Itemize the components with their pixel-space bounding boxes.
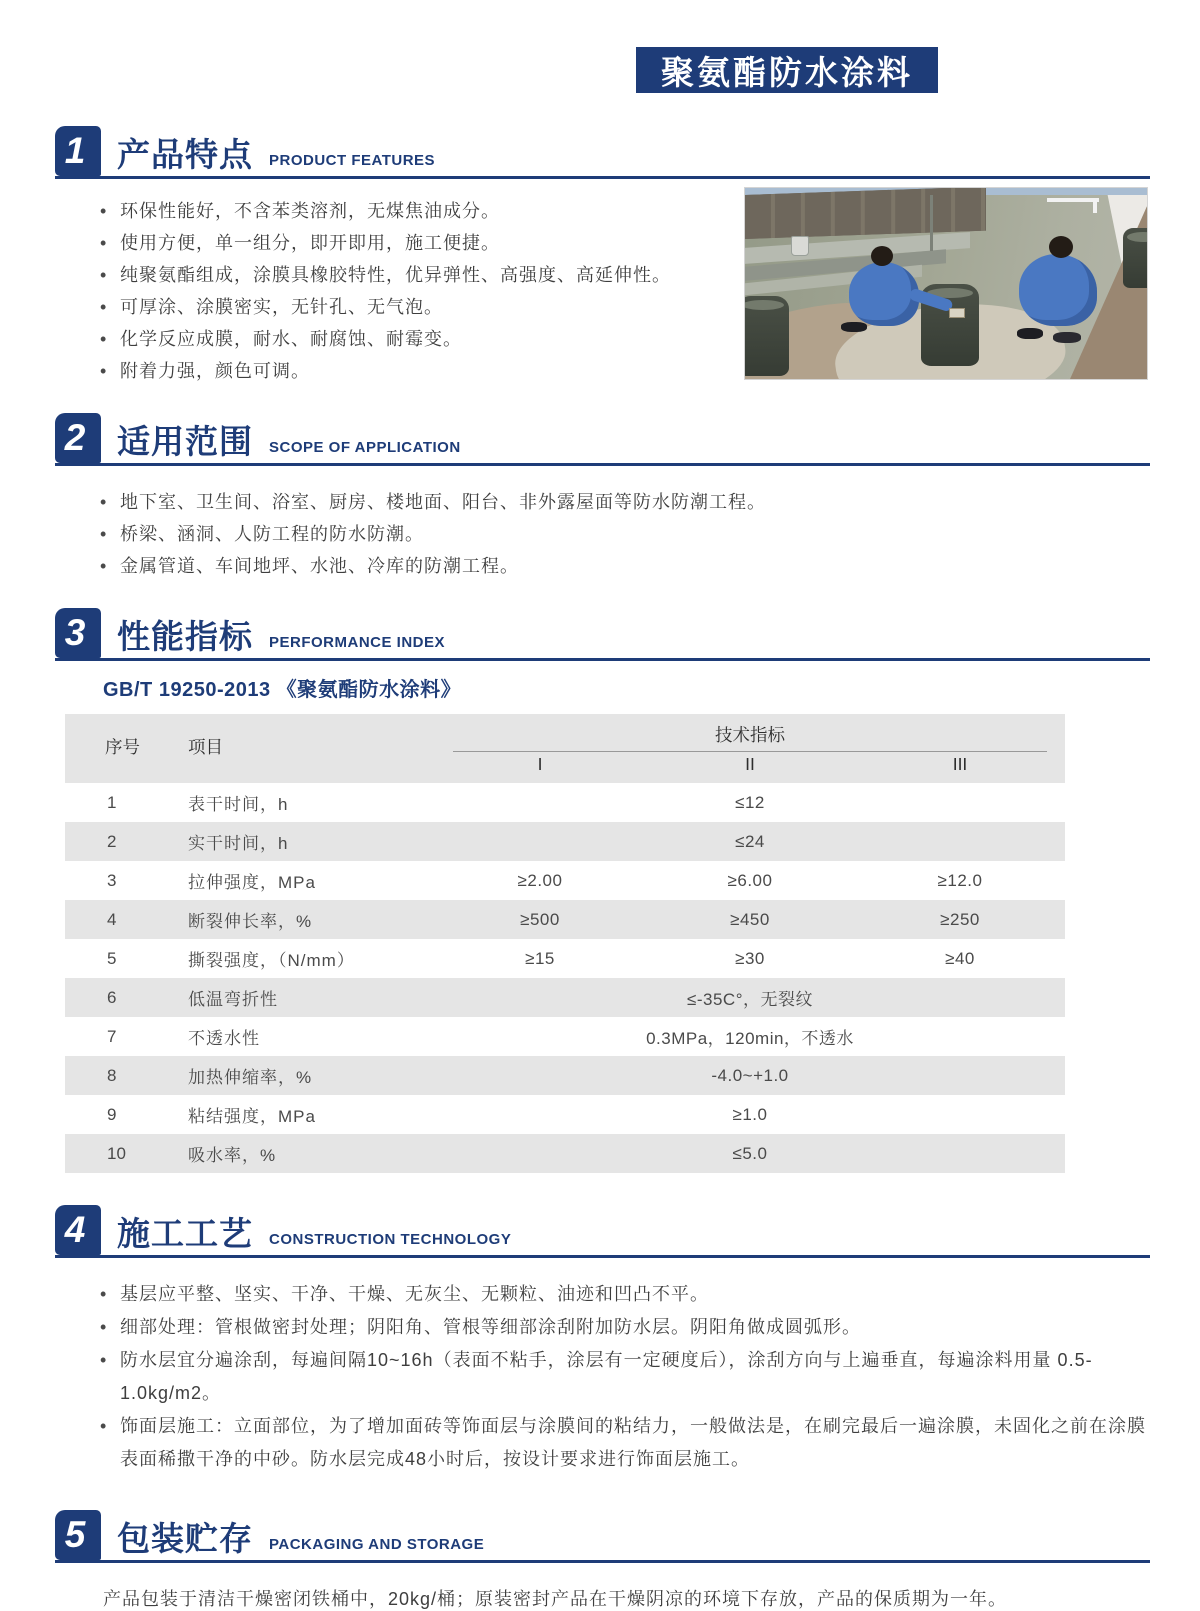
table-cell: 3	[107, 870, 117, 890]
bullet-item: • 防水层宜分遍涂刮，每遍间隔10~16h（表面不粘手，涂层有一定硬度后），涂刮方向与上遍垂直，每遍涂料用量 0.5-1.0kg/m2。	[100, 1344, 1150, 1410]
table-row	[65, 1095, 1065, 1134]
bullet-item: • 细部处理：管根做密封处理；阴阳角、管根等细部涂刮附加防水层。阴阳角做成圆弧形。	[100, 1311, 1150, 1344]
table-cell: 表干时间，h	[188, 795, 289, 814]
table-cell: 4	[107, 909, 117, 929]
features-bullet-list	[100, 195, 744, 387]
bullet-item: • 附着力强，颜色可调。	[100, 355, 744, 387]
photo-railing	[1047, 198, 1099, 202]
table-cell: 8	[107, 1065, 117, 1085]
table-cell: 吸水率，%	[188, 1146, 277, 1165]
section-title: 适用范围	[117, 423, 253, 460]
table-cell: 撕裂强度，（N/mm）	[188, 951, 355, 970]
grade-col-1: I	[435, 752, 645, 783]
photo-worker-left	[833, 246, 953, 356]
table-cell: 拉伸强度，MPa	[188, 873, 316, 892]
table-cell: 粘结强度，MPa	[188, 1107, 316, 1126]
packaging-text: 产品包装于清洁干燥密闭铁桶中，20kg/桶；原装密封产品在干燥阴凉的环境下存放，产品的保质期为一年。	[103, 1589, 1008, 1609]
table-cell: ≥15	[525, 948, 555, 968]
table-header-item: 项目	[160, 714, 435, 783]
tech-index-label: 技术指标	[715, 725, 785, 745]
grade-col-3: III	[855, 752, 1065, 783]
table-cell: ≥250	[940, 909, 980, 929]
table-row	[65, 939, 1065, 978]
section-number-badge: 1	[55, 126, 101, 176]
standard-reference: GB/T 19250-2013 《聚氨酯防水涂料》	[103, 679, 462, 701]
table-cell: ≥6.00	[727, 870, 773, 890]
bullet-item: • 化学反应成膜，耐水、耐腐蚀、耐霉变。	[100, 323, 744, 355]
table-cell: ≤-35C°，无裂纹	[687, 990, 813, 1009]
section-subtitle: PRODUCT FEATURES	[269, 152, 436, 169]
bullet-item: • 使用方便，单一组分，即开即用，施工便捷。	[100, 227, 744, 259]
table-row	[65, 1056, 1065, 1095]
bullet-item: • 地下室、卫生间、浴室、厨房、楼地面、阳台、非外露屋面等防水防潮工程。	[100, 486, 1150, 518]
photo-paint-bucket	[791, 236, 809, 256]
table-cell: -4.0~+1.0	[711, 1065, 789, 1085]
table-cell: 断裂伸长率，%	[188, 912, 313, 931]
section-number-badge: 5	[55, 1510, 101, 1560]
product-photo	[744, 187, 1148, 380]
section-header	[55, 413, 1150, 466]
table-row	[65, 861, 1065, 900]
section-subtitle: PACKAGING AND STORAGE	[269, 1536, 485, 1553]
table-cell: ≥40	[945, 948, 975, 968]
section-subtitle: SCOPE OF APPLICATION	[269, 439, 461, 456]
table-cell: 低温弯折性	[188, 990, 278, 1009]
section-subtitle: PERFORMANCE INDEX	[269, 634, 446, 651]
grade-col-2: II	[645, 752, 855, 783]
table-cell: 2	[107, 831, 117, 851]
construction-bullet-list	[100, 1278, 1150, 1476]
table-cell: ≤5.0	[732, 1143, 768, 1163]
table-cell: 10	[107, 1143, 126, 1163]
table-cell: 不透水性	[188, 1029, 260, 1048]
section-title: 包装贮存	[117, 1520, 253, 1557]
bullet-item: • 基层应平整、坚实、干净、干燥、无灰尘、无颗粒、油迹和凹凸不平。	[100, 1278, 1150, 1311]
section-subtitle: CONSTRUCTION TECHNOLOGY	[269, 1231, 512, 1248]
photo-stone-wall	[745, 187, 986, 239]
section-header	[55, 608, 1150, 661]
table-row	[65, 783, 1065, 822]
section-number-badge: 2	[55, 413, 101, 463]
table-cell: ≥2.00	[517, 870, 563, 890]
table-row	[65, 900, 1065, 939]
section-title: 施工工艺	[117, 1215, 253, 1252]
table-cell: ≥500	[520, 909, 560, 929]
section-performance	[55, 608, 1150, 1173]
section-header	[55, 1205, 1150, 1258]
table-cell: ≥30	[735, 948, 765, 968]
table-cell: 实干时间，h	[188, 834, 289, 853]
photo-worker-right	[997, 236, 1117, 356]
table-cell: 0.3MPa，120min，不透水	[646, 1029, 854, 1048]
table-cell: 1	[107, 792, 117, 812]
photo-barrel	[744, 296, 789, 376]
section-title: 性能指标	[117, 618, 253, 655]
section-header	[55, 126, 1150, 179]
product-title-banner: 聚氨酯防水涂料	[636, 47, 938, 93]
bullet-item: • 饰面层施工：立面部位，为了增加面砖等饰面层与涂膜间的粘结力，一般做法是，在刷完最后一遍涂膜，未固化之前在涂膜表面稀撒干净的中砂。防水层完成48小时后，按设计要求进行饰面层施工。	[100, 1410, 1150, 1476]
bullet-item: • 可厚涂、涂膜密实，无针孔、无气泡。	[100, 291, 744, 323]
table-cell: ≤12	[735, 792, 765, 812]
table-cell: 6	[107, 987, 117, 1007]
table-cell: ≥12.0	[937, 870, 983, 890]
section-number-badge: 3	[55, 608, 101, 658]
bullet-item: • 环保性能好，不含苯类溶剂，无煤焦油成分。	[100, 195, 744, 227]
section-title: 产品特点	[117, 136, 253, 173]
table-row	[65, 1134, 1065, 1173]
table-row	[65, 822, 1065, 861]
scope-bullet-list	[100, 486, 1150, 582]
table-cell: 5	[107, 948, 117, 968]
section-construction	[55, 1205, 1150, 1476]
table-cell: 7	[107, 1026, 117, 1046]
section-number-badge: 4	[55, 1205, 101, 1255]
section-packaging	[55, 1510, 1150, 1611]
table-header-no: 序号	[65, 714, 160, 783]
photo-pole	[930, 195, 933, 251]
bullet-item: • 桥梁、涵洞、人防工程的防水防潮。	[100, 518, 1150, 550]
section-scope	[55, 413, 1150, 582]
table-row	[65, 1017, 1065, 1056]
bullet-item: • 金属管道、车间地坪、水池、冷库的防潮工程。	[100, 550, 1150, 582]
section-header	[55, 1510, 1150, 1563]
table-cell: 9	[107, 1104, 117, 1124]
photo-barrel	[1123, 228, 1148, 288]
table-cell: 加热伸缩率，%	[188, 1068, 313, 1087]
table-cell: ≤24	[735, 831, 765, 851]
table-cell: ≥1.0	[732, 1104, 768, 1124]
table-header-tech	[435, 714, 1065, 752]
perf-table-body	[65, 783, 1065, 1173]
bullet-item: • 纯聚氨酯组成，涂膜具橡胶特性，优异弹性、高强度、高延伸性。	[100, 259, 744, 291]
table-row	[65, 978, 1065, 1017]
table-cell: ≥450	[730, 909, 770, 929]
performance-table	[65, 714, 1065, 1173]
section-product-features	[55, 126, 1150, 387]
